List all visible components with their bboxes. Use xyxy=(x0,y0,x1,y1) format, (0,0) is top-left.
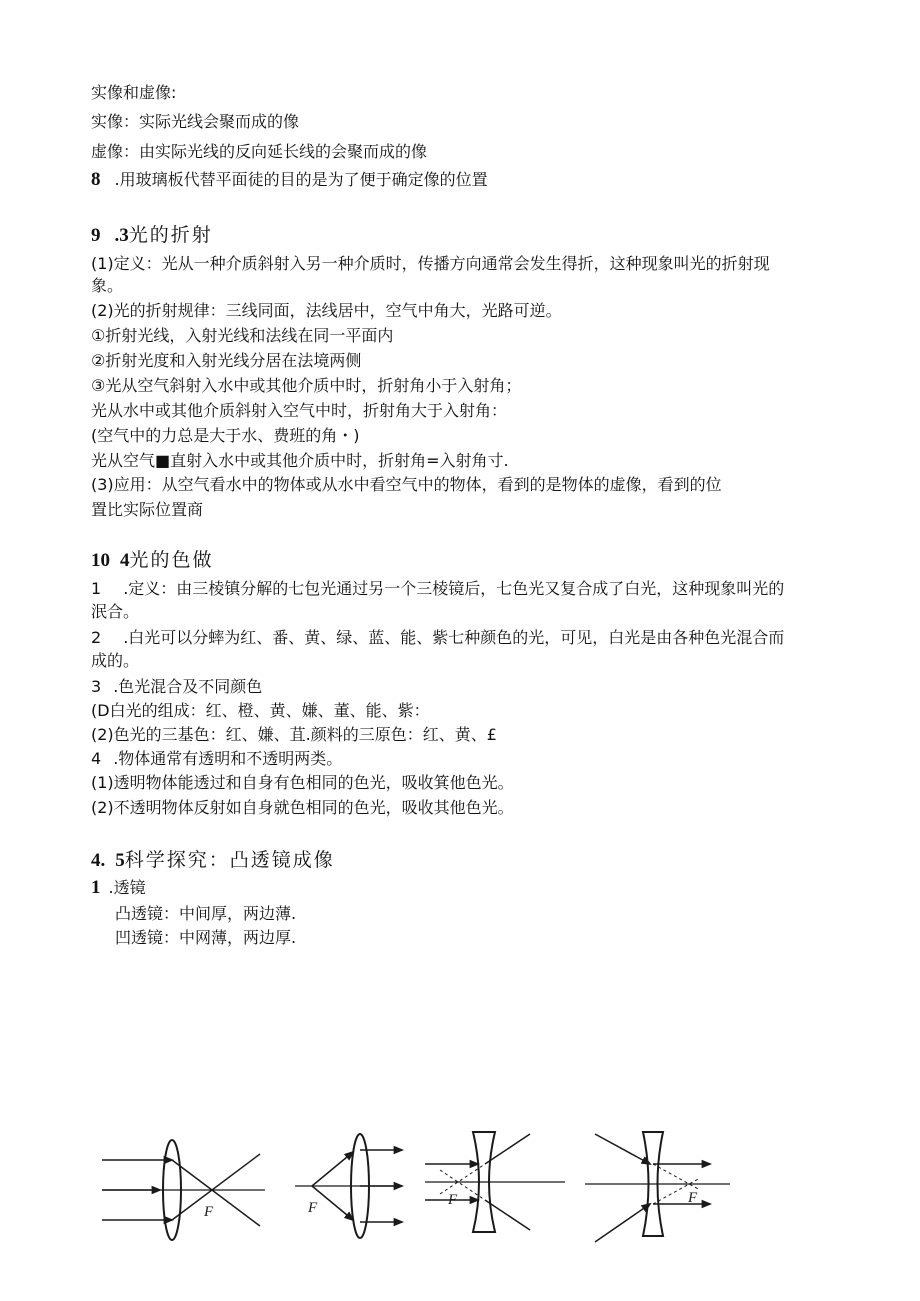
focus-label: F xyxy=(204,1204,214,1220)
concave-diverging-diagram xyxy=(425,1132,565,1232)
convex-converging-diagram xyxy=(102,1140,265,1240)
section-heading-refraction xyxy=(91,224,213,248)
refraction-law: (2)光的折射规律：三线同面，法线居中，空气中角大，光路可逆。 xyxy=(91,301,562,320)
focus-label: F xyxy=(448,1192,458,1208)
refraction-law-3: ③光从空气斜射入水中或其他介质中时，折射角小于入射角； xyxy=(91,376,522,395)
color-item-4-number: 4 xyxy=(91,749,102,768)
lens-item-1-number: 1 xyxy=(91,877,101,898)
heading-number: 4. xyxy=(91,850,106,871)
color-item-4a: (1)透明物体能透过和自身有色相同的色光，吸收箕他色光。 xyxy=(91,773,514,792)
color-item-2-number: 2 xyxy=(91,628,102,647)
color-item-4b: (2)不透明物体反射如自身就色相同的色光，吸收其他色光。 xyxy=(91,798,514,817)
color-item-1-line1: 1 .定义：由三棱镇分解的七包光通过另一个三棱镜后，七色光又复合成了白光，这种现象叫光的 xyxy=(91,579,785,598)
real-image-definition: 实像：实际光线会聚而成的像 xyxy=(91,112,300,131)
refraction-definition-line2: 象。 xyxy=(91,276,124,295)
refraction-application-line2: 置比实际位置商 xyxy=(91,500,204,519)
item-8 xyxy=(91,169,488,191)
section-heading-lens xyxy=(91,849,335,873)
refraction-law-note: (空气中的力总是大于水、费班的角・) xyxy=(91,426,360,445)
focus-label: F xyxy=(308,1200,318,1216)
heading-subnumber: 5 xyxy=(115,850,125,871)
color-item-4: 4 .物体通常有透明和不透明两类。 xyxy=(91,749,343,768)
refraction-law-2: ②折射光度和入射光线分居在法境两侧 xyxy=(91,351,362,370)
convex-lens-definition: 凸透镜：中间厚，两边薄. xyxy=(115,904,297,923)
color-item-2-line2: 成的。 xyxy=(91,651,140,670)
color-item-3b: (2)色光的三基色：红、嫌、苴.颜料的三原色：红、黄、£ xyxy=(91,725,497,744)
lens-item-1: 1 .透镜 xyxy=(91,877,146,898)
section-heading-color xyxy=(91,549,214,573)
color-item-1-line2: 泯合。 xyxy=(91,602,140,621)
heading-title: 光的色做 xyxy=(129,550,214,571)
color-item-3-number: 3 xyxy=(91,677,102,696)
concave-collimating-diagram xyxy=(585,1132,730,1242)
color-item-1-number: 1 xyxy=(91,579,102,598)
color-item-2-line1: 2 .白光可以分蟀为红、番、黄、绿、蓝、能、紫七种颜色的光，可见，白光是由各种色光混合而 xyxy=(91,628,785,647)
virtual-image-definition: 虚像：由实际光线的反向延长线的会聚而成的像 xyxy=(91,142,428,161)
refraction-definition-line1: (1)定义：光从一种介质斜射入另一种介质时，传播方向通常会发生得折，这种现象叫光的折射现 xyxy=(91,254,770,273)
focus-label: F xyxy=(688,1190,698,1206)
color-item-3a: (D白光的组成：红、橙、黄、嫌、董、能、紫： xyxy=(91,701,430,720)
real-virtual-title: 实像和虚像: xyxy=(91,83,177,102)
refraction-law-3b: 光从水中或其他介质斜射入空气中时，折射角大于入射角： xyxy=(91,401,508,420)
heading-title: 光的折射 xyxy=(128,225,213,246)
concave-lens-definition: 凹透镜：中网薄，两边厚. xyxy=(115,928,297,947)
refraction-application-line1: (3)应用：从空气看水中的物体或从水中看空气中的物体，看到的是物体的虚像，看到的位 xyxy=(91,475,722,494)
heading-subnumber: 4 xyxy=(120,550,130,571)
item-8-number: 8 xyxy=(91,169,101,190)
color-item-3: 3 .色光混合及不同颜色 xyxy=(91,677,263,696)
convex-collimating-diagram xyxy=(295,1134,402,1238)
lens-ray-diagrams xyxy=(100,1120,740,1250)
item-8-text: .用玻璃板代替平面徒的目的是为了便于确定像的位置 xyxy=(114,170,488,189)
heading-title: 科学探究：凸透镜成像 xyxy=(124,850,335,871)
heading-subnumber: .3 xyxy=(114,225,129,246)
heading-number: 9 xyxy=(91,225,101,246)
lens-diagrams-svg xyxy=(100,1120,740,1250)
heading-number: 10 xyxy=(91,550,110,571)
refraction-law-vertical: 光从空气■直射入水中或其他介质中时，折射角=入射角寸. xyxy=(91,451,509,470)
refraction-law-1: ①折射光线，入射光线和法线在同一平面内 xyxy=(91,326,394,345)
